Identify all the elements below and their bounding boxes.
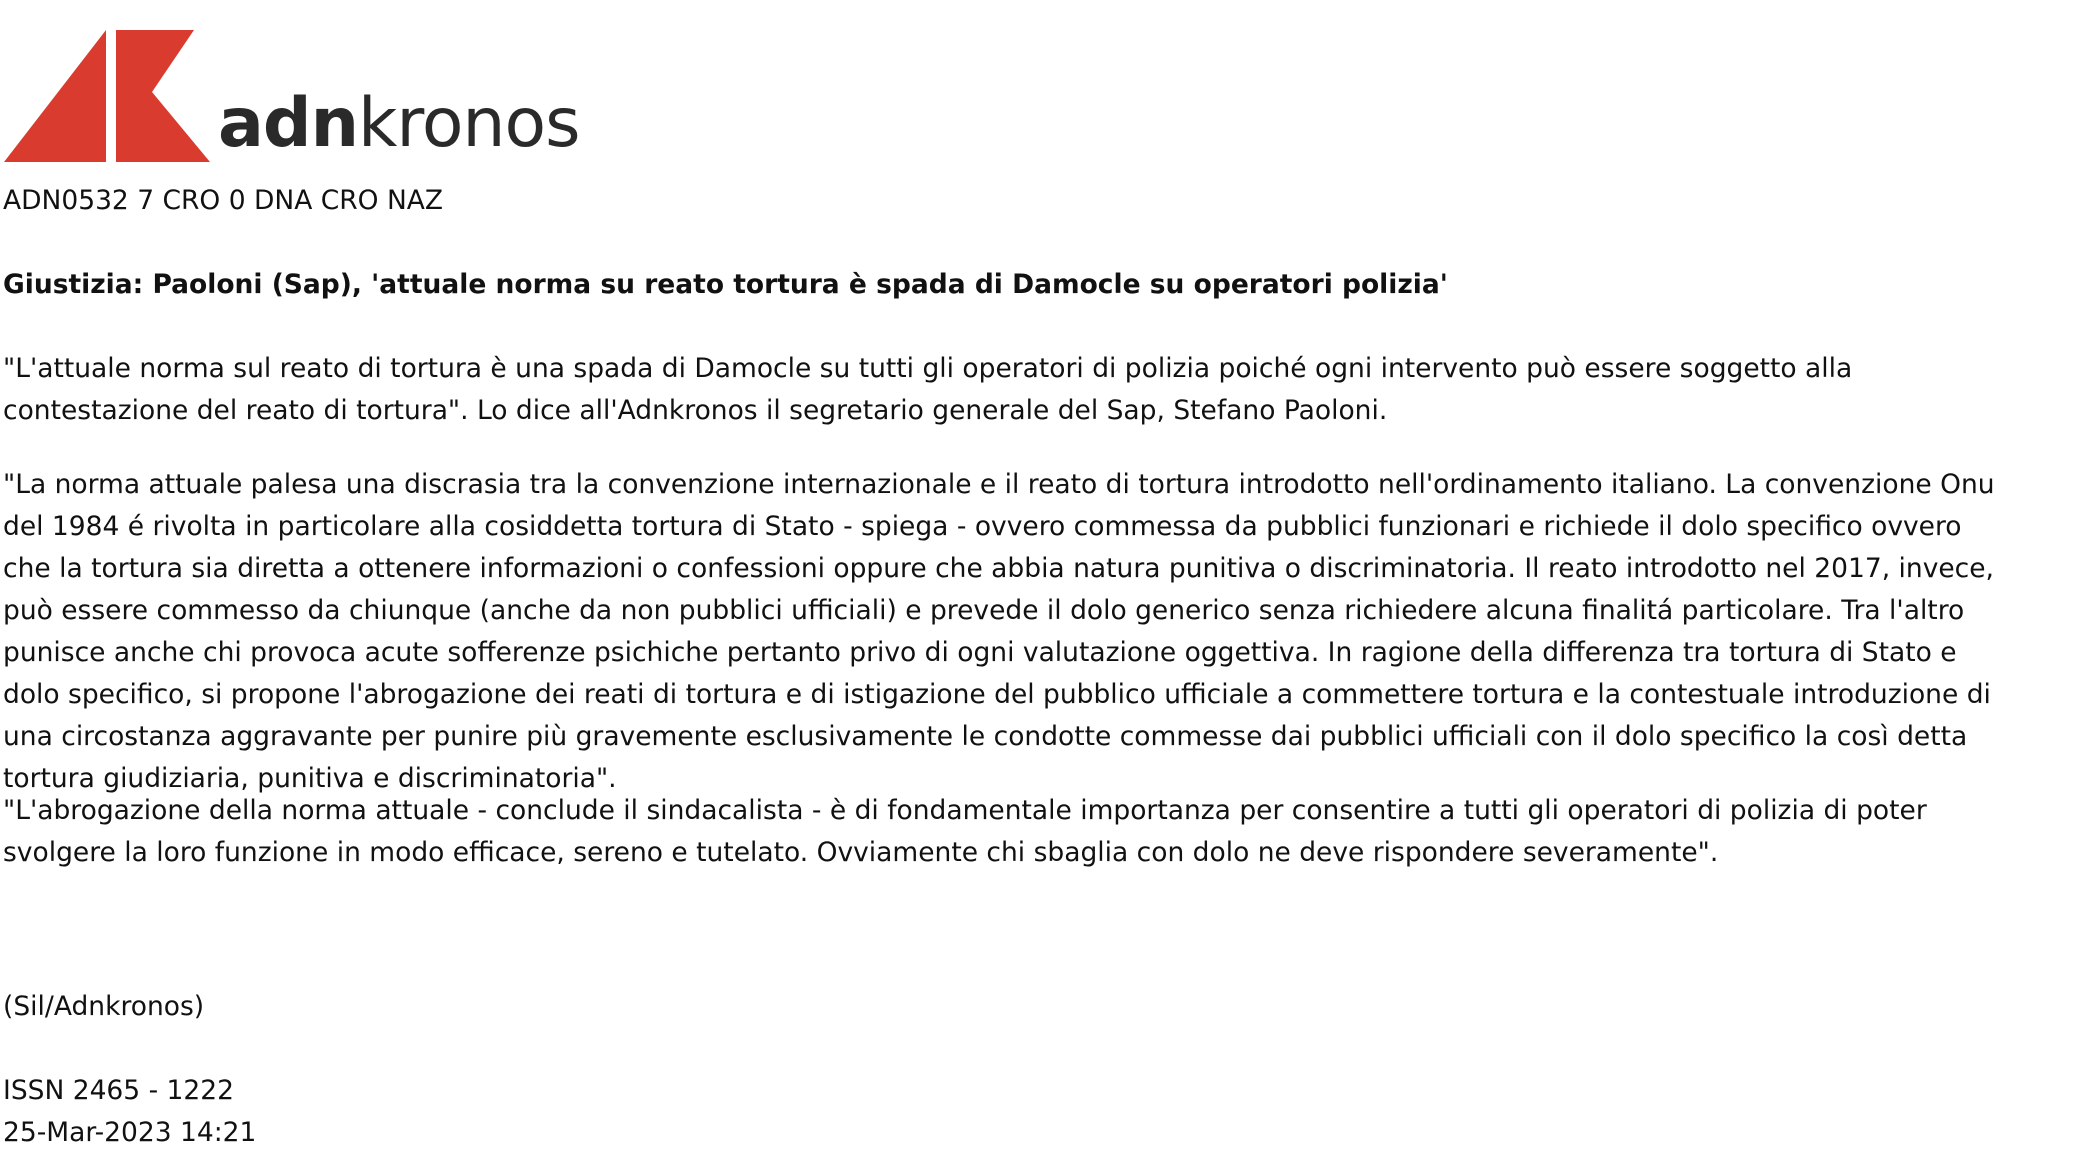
- article-code: ADN0532 7 CRO 0 DNA CRO NAZ: [3, 185, 444, 216]
- adnkronos-logo: [4, 28, 580, 168]
- article-paragraph: "L'attuale norma sul reato di tortura è una spada di Damocle su tutti gli operatori di polizia poiché ogni intervento può essere soggetto alla contestazione del reato di tortura". Lo dice all'Adnkronos il segretario generale del Sap, Stefano Paoloni.: [3, 353, 1853, 426]
- issn-number: ISSN 2465 - 1222: [3, 1075, 234, 1106]
- article-paragraph: "L'abrogazione della norma attuale - conclude il sindacalista - è di fondamentale importanza per consentire a tutti gli operatori di polizia di poter svolgere la loro funzione in modo efficace, sereno e tutelato. Ovviamente chi sbaglia con dolo ne deve rispondere severamente".: [3, 795, 1927, 868]
- publish-datetime: 25-Mar-2023 14:21: [3, 1117, 257, 1148]
- adnkronos-k-mark-icon: [4, 28, 214, 168]
- article-headline: Giustizia: Paoloni (Sap), 'attuale norma su reato tortura è spada di Damocle su operatori polizia': [3, 269, 1448, 300]
- article-signature: (Sil/Adnkronos): [3, 991, 205, 1022]
- logo-word-light: kronos: [357, 84, 580, 163]
- article-paragraph: "La norma attuale palesa una discrasia tra la convenzione internazionale e il reato di tortura introdotto nell'ordinamento italiano. La convenzione Onu del 1984 é rivolta in particolare alla cosiddetta tortura di Stato - spiega - ovvero commessa da pubblici funzionari e richiede il dolo specifico ovvero che la tortura sia diretta a ottenere informazioni o confessioni oppure che abbia natura punitiva o discriminatoria. Il reato introdotto nel 2017, invece, può essere commesso da chiunque (anche da non pubblici ufficiali) e prevede il dolo generico senza richiedere alcuna finalitá particolare. Tra l'altro punisce anche chi provoca acute sofferenze psichiche pertanto privo di ogni valutazione oggettiva. In ragione della differenza tra tortura di Stato e dolo specifico, si propone l'abrogazione dei reati di tortura e di istigazione del pubblico ufficiale a commettere tortura e la contestuale introduzione di una circostanza aggravante per punire più gravemente esclusivamente le condotte commesse dai pubblici ufficiali con il dolo specifico la così detta tortura giudiziaria, punitiva e discriminatoria".: [3, 469, 1995, 794]
- adnkronos-wordmark: [218, 84, 580, 163]
- logo-word-bold: adn: [218, 84, 358, 163]
